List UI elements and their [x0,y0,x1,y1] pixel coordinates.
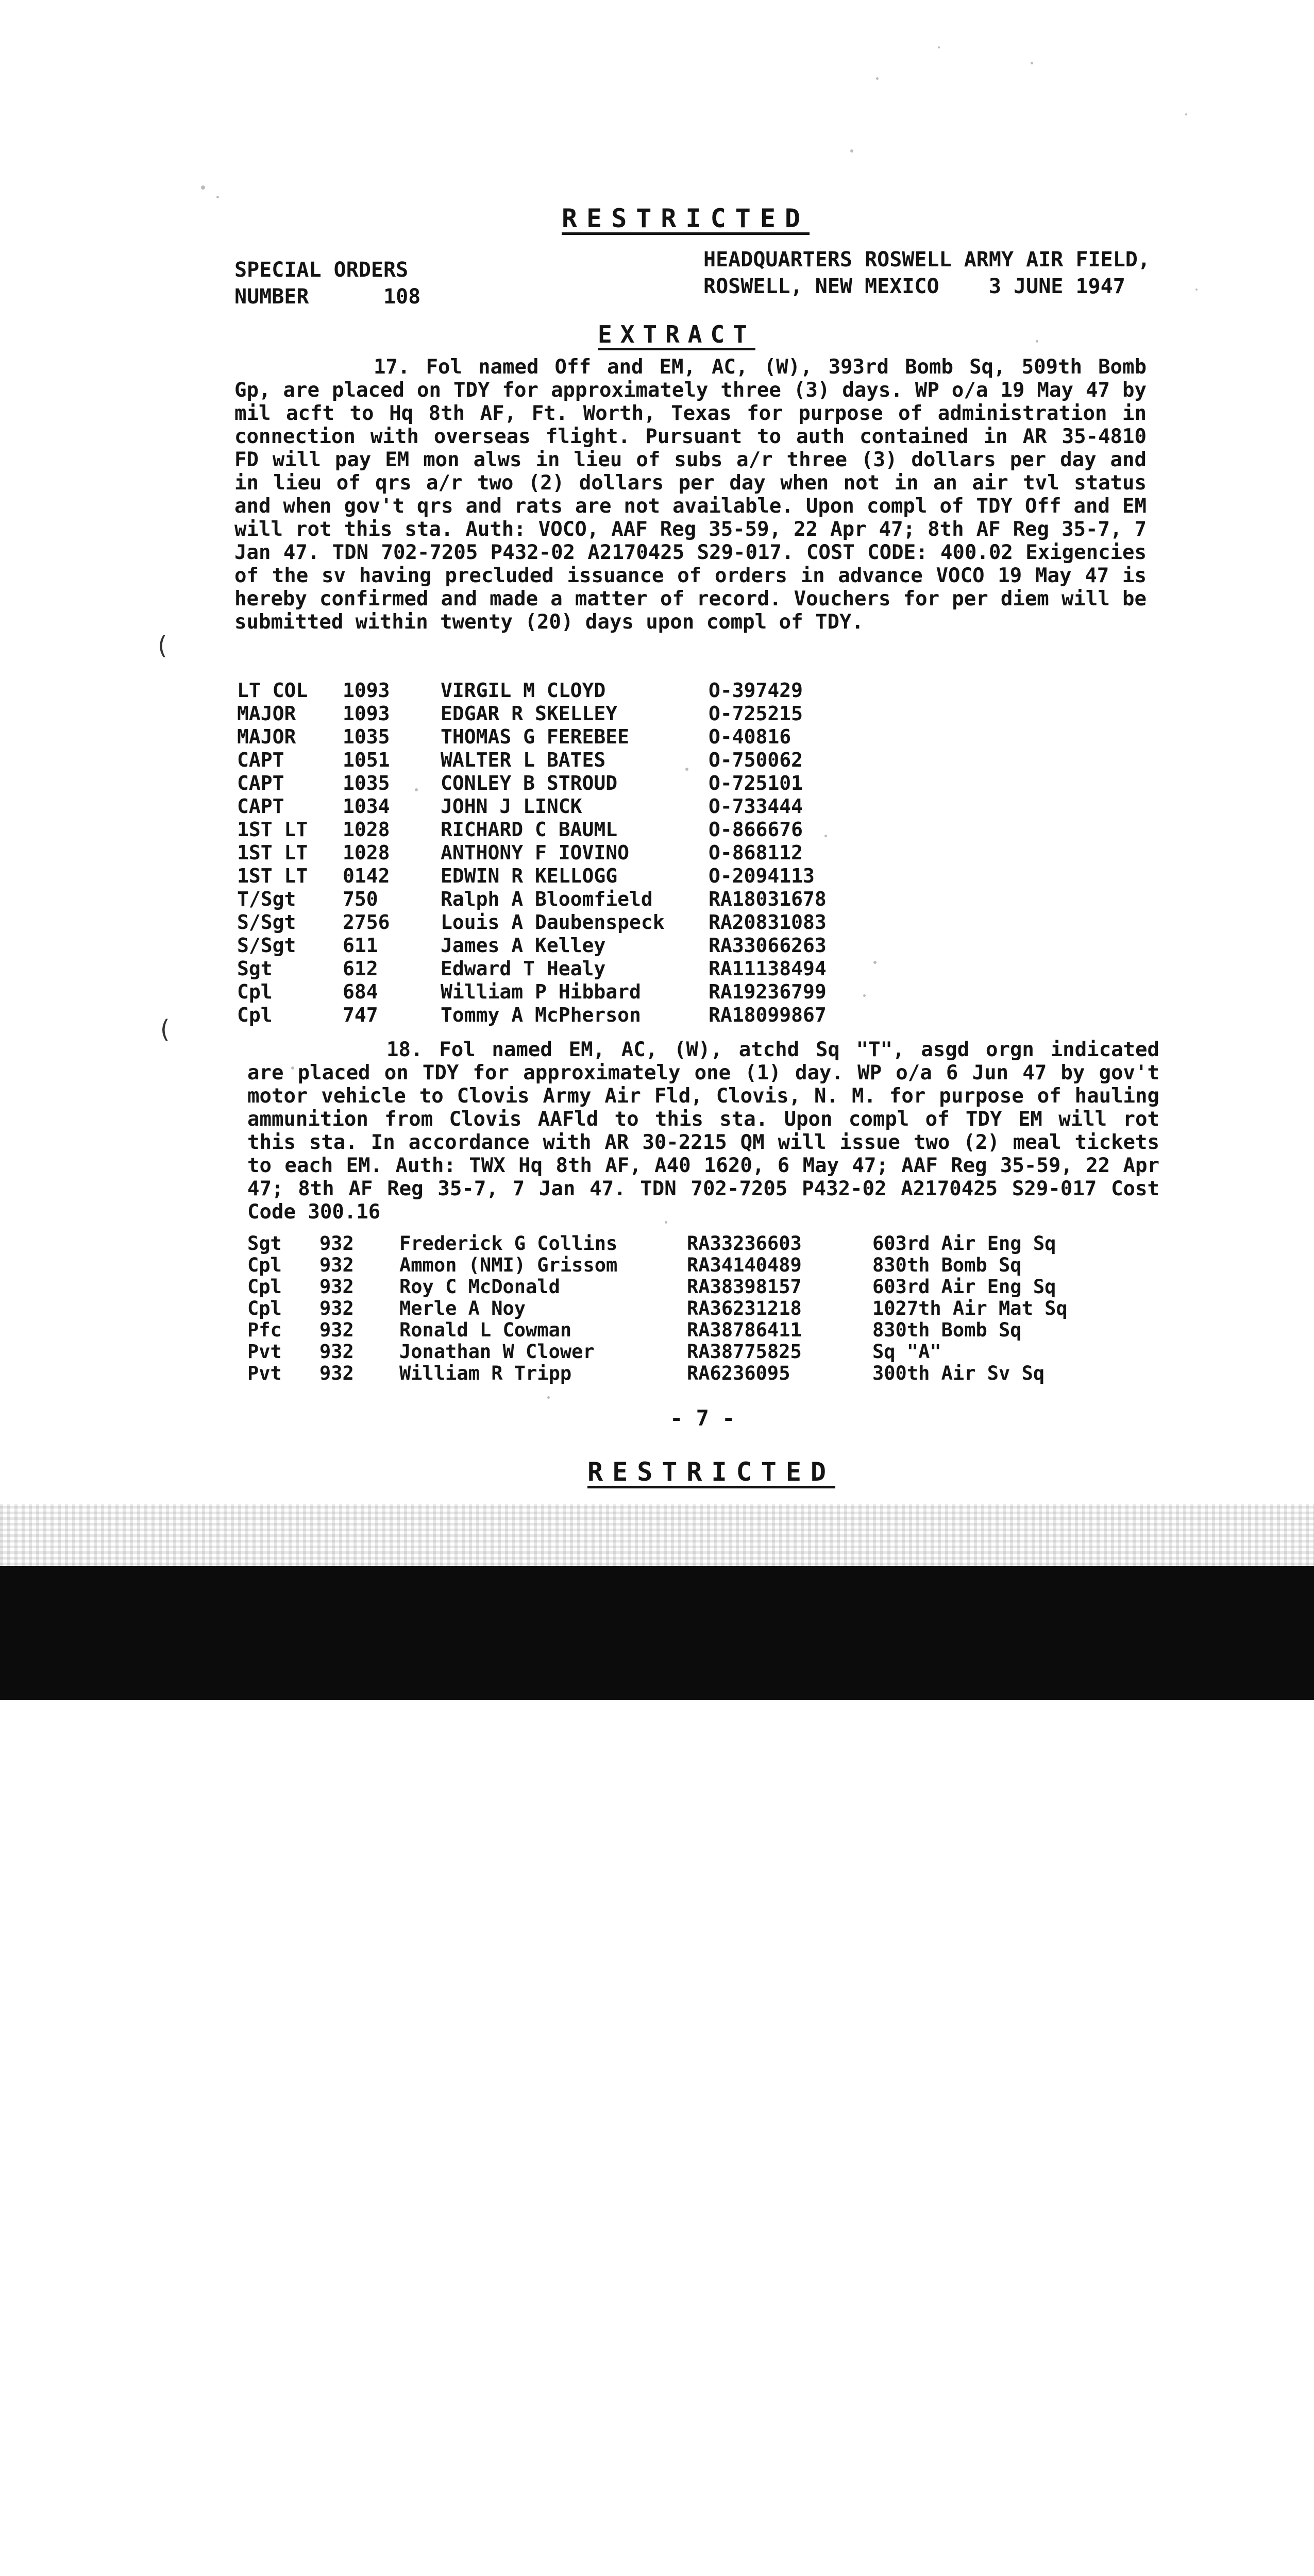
roster-name: WALTER L BATES [441,749,606,771]
roster-rank: S/Sgt [237,934,296,957]
roster-row [237,725,907,749]
roster-mos: 932 [319,1341,354,1363]
roster-row [237,957,907,980]
roster-rank: T/Sgt [237,888,296,910]
roster-rank: Cpl [237,1004,273,1026]
roster-name: Ralph A Bloomfield [441,888,653,910]
scan-speck [1036,340,1038,343]
roster-row [237,702,907,725]
roster-name: EDWIN R KELLOGG [441,865,618,887]
roster-name: William P Hibbard [441,980,641,1003]
roster-row [237,980,907,1004]
margin-mark: ( [157,1015,172,1044]
roster-serial: RA33066263 [709,934,827,957]
paragraph-17: 17. Fol named Off and EM, AC, (W), 393rd Bomb Sq, 509th Bomb Gp, are placed on TDY for approximately three (3) days. WP o/a 19 May 47 by mil acft to Hq 8th AF, Ft. Worth, Texas for purpose of administration in connection with overseas flight. Pursuant to auth contained in AR 35-4810 FD will pay EM mon alws in lieu of subs a/r three (3) dollars per day and in lieu of qrs a/r two (2) dollars per day when not in an air tvl status and when gov't qrs and rats are not available. Upon compl of TDY Off and EM will rot this sta. Auth: VOCO, AAF Reg 35-59, 22 Apr 47; 8th AF Reg 35-7, 7 Jan 47. TDN 702-7205 P432-02 A2170425 S29-017. COST CODE: 400.02 Exigencies of the sv having precluded issuance of orders in advance VOCO 19 May 47 is hereby confirmed and made a matter of record. Vouchers for per diem will be submitted within twenty (20) days upon compl of TDY. [234,355,1147,634]
scan-speck [863,994,866,997]
roster-rank: Sgt [237,957,273,980]
scan-speck [824,835,827,837]
roster-rank: Pvt [247,1362,282,1384]
roster-rank: 1ST LT [237,865,308,887]
roster-serial: RA19236799 [709,980,827,1003]
page-number: - 7 - [670,1405,735,1431]
roster-rank: 1ST LT [237,841,308,864]
roster-rank: 1ST LT [237,818,308,841]
roster-paragraph-18 [247,1232,1123,1384]
roster-name: VIRGIL M CLOYD [441,679,606,702]
scan-noise-band [0,1504,1314,1577]
classification-top: RESTRICTED [562,204,810,233]
roster-name: Tommy A McPherson [441,1004,641,1026]
roster-row [237,841,907,865]
roster-serial: O-725215 [709,702,803,725]
roster-row [237,911,907,934]
roster-row [237,795,907,818]
margin-mark: ( [155,631,170,660]
scan-speck [1128,361,1132,364]
scan-speck [291,1066,294,1070]
roster-mos: 1093 [343,702,390,725]
roster-name: EDGAR R SKELLEY [441,702,618,725]
roster-rank: Pvt [247,1341,282,1363]
roster-serial: RA33236603 [687,1232,802,1255]
roster-row [247,1276,1123,1297]
roster-mos: 750 [343,888,378,910]
roster-mos: 1035 [343,772,390,794]
roster-mos: 932 [319,1362,354,1384]
roster-row [247,1319,1123,1341]
roster-mos: 747 [343,1004,378,1026]
roster-name: Roy C McDonald [399,1276,560,1298]
scan-speck [938,46,940,48]
roster-mos: 684 [343,980,378,1003]
roster-mos: 0142 [343,865,390,887]
roster-serial: RA6236095 [687,1362,790,1384]
roster-name: ANTHONY F IOVINO [441,841,630,864]
roster-row [237,865,907,888]
roster-serial: O-397429 [709,679,803,702]
scan-speck [850,149,853,152]
roster-row [247,1254,1123,1276]
hq-line1: HEADQUARTERS ROSWELL ARMY AIR FIELD, [703,248,1150,272]
roster-serial: O-750062 [709,749,803,771]
roster-serial: RA34140489 [687,1254,802,1276]
roster-name: Ronald L Cowman [399,1319,572,1341]
orders-number: 108 [383,285,421,309]
scan-speck [415,788,418,791]
scan-speck [201,185,205,190]
roster-name: THOMAS G FEREBEE [441,725,630,748]
roster-serial: RA38786411 [687,1319,802,1341]
roster-row [237,679,907,702]
roster-rank: Cpl [247,1297,282,1319]
roster-serial: O-2094113 [709,865,815,887]
roster-serial: RA18031678 [709,888,827,910]
roster-mos: 1028 [343,818,390,841]
roster-row [237,934,907,957]
scan-speck [547,1396,550,1399]
roster-serial: RA18099867 [709,1004,827,1026]
roster-serial: RA38398157 [687,1276,802,1298]
roster-serial: RA38775825 [687,1341,802,1363]
roster-row [247,1362,1123,1384]
roster-unit: 603rd Air Eng Sq [872,1276,1056,1298]
roster-serial: O-866676 [709,818,803,841]
scan-speck [876,77,879,80]
roster-name: Jonathan W Clower [399,1341,595,1363]
roster-rank: Sgt [247,1232,282,1255]
roster-row [237,1004,907,1027]
roster-mos: 1093 [343,679,390,702]
roster-mos: 1035 [343,725,390,748]
scan-speck [1195,289,1198,291]
roster-mos: 932 [319,1276,354,1298]
roster-mos: 612 [343,957,378,980]
roster-rank: CAPT [237,772,284,794]
roster-unit: 830th Bomb Sq [872,1254,1022,1276]
roster-name: CONLEY B STROUD [441,772,618,794]
roster-unit: 300th Air Sv Sq [872,1362,1045,1384]
roster-name: William R Tripp [399,1362,572,1384]
roster-name: Frederick G Collins [399,1232,618,1255]
roster-mos: 611 [343,934,378,957]
roster-mos: 2756 [343,911,390,934]
roster-rank: MAJOR [237,702,296,725]
roster-unit: 1027th Air Mat Sq [872,1297,1068,1319]
roster-serial: O-733444 [709,795,803,818]
paragraph-18: 18. Fol named EM, AC, (W), atchd Sq "T", asgd orgn indicated are placed on TDY for approximately one (1) day. WP o/a 6 Jun 47 by gov't motor vehicle to Clovis Army Air Fld, Clovis, N. M. for purpose of hauling ammunition from Clovis AAFld to this sta. Upon compl of TDY EM will rot this sta. In accordance with AR 30-2215 QM will issue two (2) meal tickets to each EM. Auth: TWX Hq 8th AF, A40 1620, 6 May 47; AAF Reg 35-59, 22 Apr 47; 8th AF Reg 35-7, 7 Jan 47. TDN 702-7205 P432-02 A2170425 S29-017 Cost Code 300.16 [247,1038,1159,1224]
roster-rank: S/Sgt [237,911,296,934]
classification-bottom: RESTRICTED [587,1457,836,1487]
roster-rank: LT COL [237,679,308,702]
roster-name: RICHARD C BAUML [441,818,618,841]
roster-serial: O-725101 [709,772,803,794]
roster-mos: 1028 [343,841,390,864]
roster-mos: 932 [319,1319,354,1341]
roster-row [237,888,907,911]
roster-rank: CAPT [237,749,284,771]
scan-speck [873,961,877,964]
roster-name: Edward T Healy [441,957,606,980]
roster-row [237,749,907,772]
roster-unit: 603rd Air Eng Sq [872,1232,1056,1255]
extract-title: EXTRACT [598,320,755,348]
special-orders-block [234,257,420,310]
roster-serial: RA11138494 [709,957,827,980]
scan-speck [1185,113,1187,115]
scan-speck [665,1221,667,1224]
scan-speck [1031,62,1033,64]
orders-number-label: NUMBER [234,285,309,309]
headquarters-block [703,246,1150,300]
scan-speck [685,768,688,771]
roster-serial: RA36231218 [687,1297,802,1319]
roster-name: Merle A Noy [399,1297,526,1319]
roster-mos: 1034 [343,795,390,818]
hq-line2: ROSWELL, NEW MEXICO [703,275,939,298]
roster-rank: Cpl [247,1254,282,1276]
roster-rank: Cpl [237,980,273,1003]
roster-unit: Sq "A" [872,1341,941,1363]
roster-name: Louis A Daubenspeck [441,911,665,934]
roster-unit: 830th Bomb Sq [872,1319,1022,1341]
roster-row [237,818,907,841]
roster-rank: CAPT [237,795,284,818]
roster-mos: 932 [319,1232,354,1255]
roster-mos: 1051 [343,749,390,771]
roster-name: JOHN J LINCK [441,795,582,818]
roster-paragraph-17 [237,679,907,1027]
scan-border [0,1566,1314,1700]
roster-row [247,1341,1123,1362]
roster-row [247,1232,1123,1254]
roster-row [237,772,907,795]
roster-rank: MAJOR [237,725,296,748]
roster-rank: Pfc [247,1319,282,1341]
roster-rank: Cpl [247,1276,282,1298]
roster-serial: RA20831083 [709,911,827,934]
roster-row [247,1297,1123,1319]
scan-speck [216,196,219,198]
roster-serial: O-868112 [709,841,803,864]
roster-mos: 932 [319,1254,354,1276]
roster-mos: 932 [319,1297,354,1319]
roster-serial: O-40816 [709,725,791,748]
order-date: 3 JUNE 1947 [988,275,1125,298]
orders-title: SPECIAL ORDERS [234,258,409,282]
roster-name: Ammon (NMI) Grissom [399,1254,618,1276]
roster-name: James A Kelley [441,934,606,957]
